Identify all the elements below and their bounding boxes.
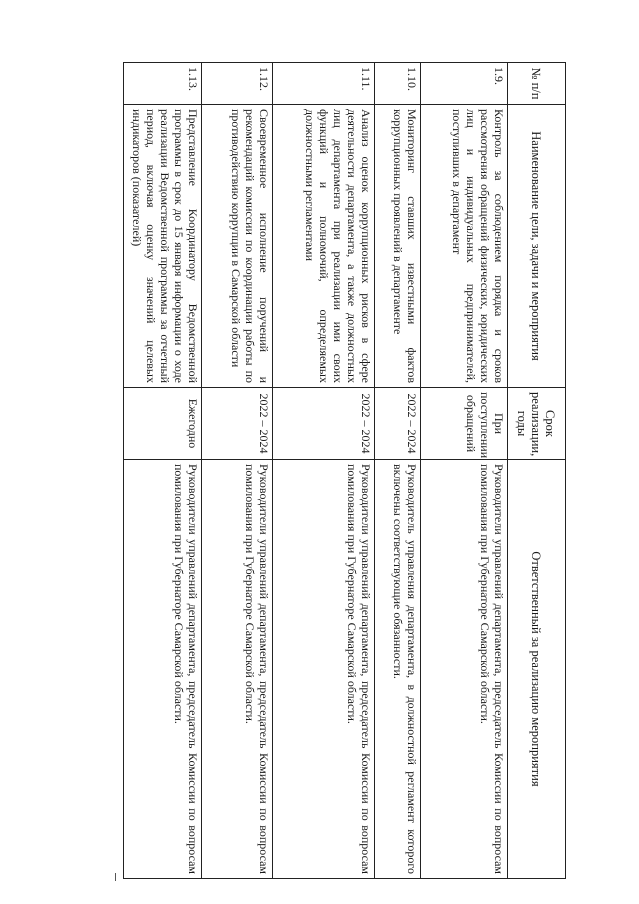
row-term: 2022 – 2024 (202, 388, 273, 460)
row-name: Мониторинг ставших известными фактов коррупционных проявлений в департаменте (375, 105, 421, 388)
table-row (273, 63, 375, 879)
row-name: Анализ оценок коррупционных рисков в сфере деятельности департамента, а также должностных лиц департамента при реализации ими своих функций и полномочий, определяемых должностными регламентами (273, 105, 375, 388)
header-term: Срок реализации, годы (508, 388, 566, 460)
row-number: 1.13. (124, 63, 202, 105)
row-name: Контроль за соблюдением порядка и сроков рассмотрения обращений физических, юридических лиц и индивидуальных предпринимателей, поступивших в департамент (421, 105, 508, 388)
row-number: 1.11. (273, 63, 375, 105)
row-term: 2022 – 2024 (375, 388, 421, 460)
row-responsible: Руководители управлений департамента, председатель Комиссии по вопросам помилования при Губернаторе Самарской области. (202, 460, 273, 879)
table-header-row (508, 63, 566, 879)
measures-table (123, 62, 566, 879)
header-responsible: Ответственный за реализацию мероприятия (508, 460, 566, 879)
row-term: 2022 – 2024 (273, 388, 375, 460)
rotated-table-wrapper (124, 62, 566, 878)
row-term: Ежегодно (124, 388, 202, 460)
row-number: 1.12. (202, 63, 273, 105)
row-number: 1.10. (375, 63, 421, 105)
row-responsible: Руководитель управления департамента, в должностной регламент которого включены соответствующие обязанности. (375, 460, 421, 879)
row-name: Представление Координатору Ведомственной программы в срок до 15 января информации о ходе реализации Ведомственной программы за отчетный период, включая оценку значений целевых индикаторов (показателей) (124, 105, 202, 388)
row-responsible: Руководители управлений департамента, председатель Комиссии по вопросам помилования при Губернаторе Самарской области. (124, 460, 202, 879)
header-number: № п/п (508, 63, 566, 105)
table-row (202, 63, 273, 879)
header-name: Наименование цели, задачи и мероприятия (508, 105, 566, 388)
row-number: 1.9. (421, 63, 508, 105)
scan-mark (115, 873, 116, 881)
row-responsible: Руководители управлений департамента, председатель Комиссии по вопросам помилования при Губернаторе Самарской области. (421, 460, 508, 879)
row-term: При поступлении обращений (421, 388, 508, 460)
table-row (375, 63, 421, 879)
row-responsible: Руководители управлений департамента, председатель Комиссии по вопросам помилования при Губернаторе Самарской области. (273, 460, 375, 879)
table-row (421, 63, 508, 879)
table-row (124, 63, 202, 879)
row-name: Своевременное исполнение поручений и рекомендаций комиссии по координации работы по противодействию коррупции в Самарской области (202, 105, 273, 388)
